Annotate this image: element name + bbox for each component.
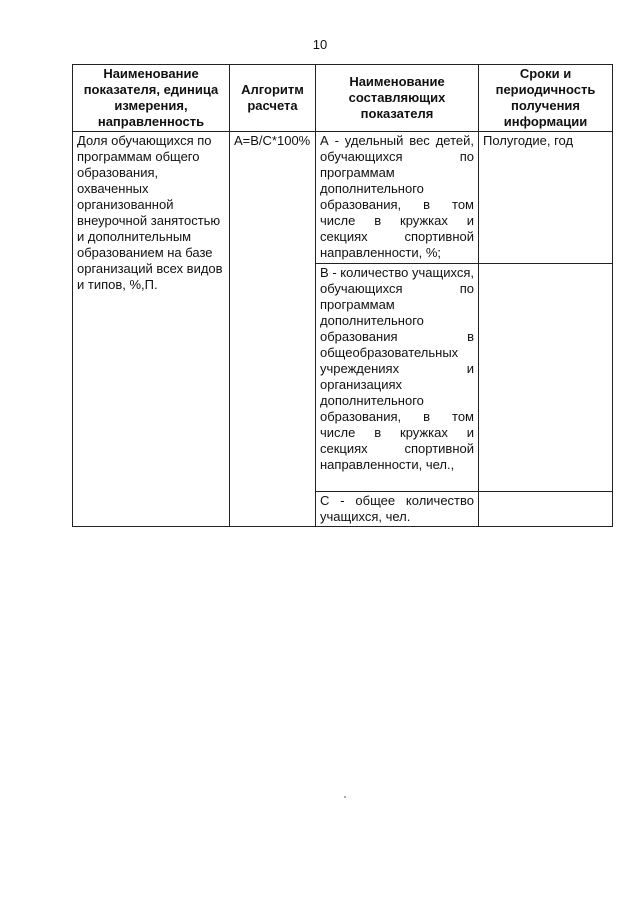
- indicators-table: [72, 64, 613, 527]
- component-a-cell: А - удельный вес детей, обучающихся по программам дополнительного образования, в том числе в кружках и секциях спортивной направленности, %;: [316, 132, 479, 264]
- page-number: 10: [312, 37, 328, 52]
- component-b-cell: В - количество учащихся, обучающихся по программам дополнительного образования в общеобразовательных учреждениях и организациях дополнительного образования, в том числе в кружках и секциях спортивной направленности, чел.,: [316, 264, 479, 492]
- period-cell: Полугодие, год: [479, 132, 613, 264]
- table-row: [73, 132, 613, 264]
- period-cell-b: [479, 264, 613, 492]
- header-period: Сроки и периодичность получения информации: [479, 65, 613, 132]
- header-indicator-name: Наименование показателя, единица измерения, направленность: [73, 65, 230, 132]
- scan-speck: [344, 796, 346, 798]
- period-cell-c: [479, 492, 613, 527]
- header-components: Наименование составляющих показателя: [316, 65, 479, 132]
- header-algorithm: Алгоритм расчета: [230, 65, 316, 132]
- indicator-name-cell: Доля обучающихся по программам общего образования, охваченных организованной внеурочной занятостью и дополнительным образованием на базе организаций всех видов и типов, %,П.: [73, 132, 230, 527]
- component-c-cell: С - общее количество учащихся, чел.: [316, 492, 479, 527]
- table-header-row: [73, 65, 613, 132]
- algorithm-cell: A=B/C*100%: [230, 132, 316, 527]
